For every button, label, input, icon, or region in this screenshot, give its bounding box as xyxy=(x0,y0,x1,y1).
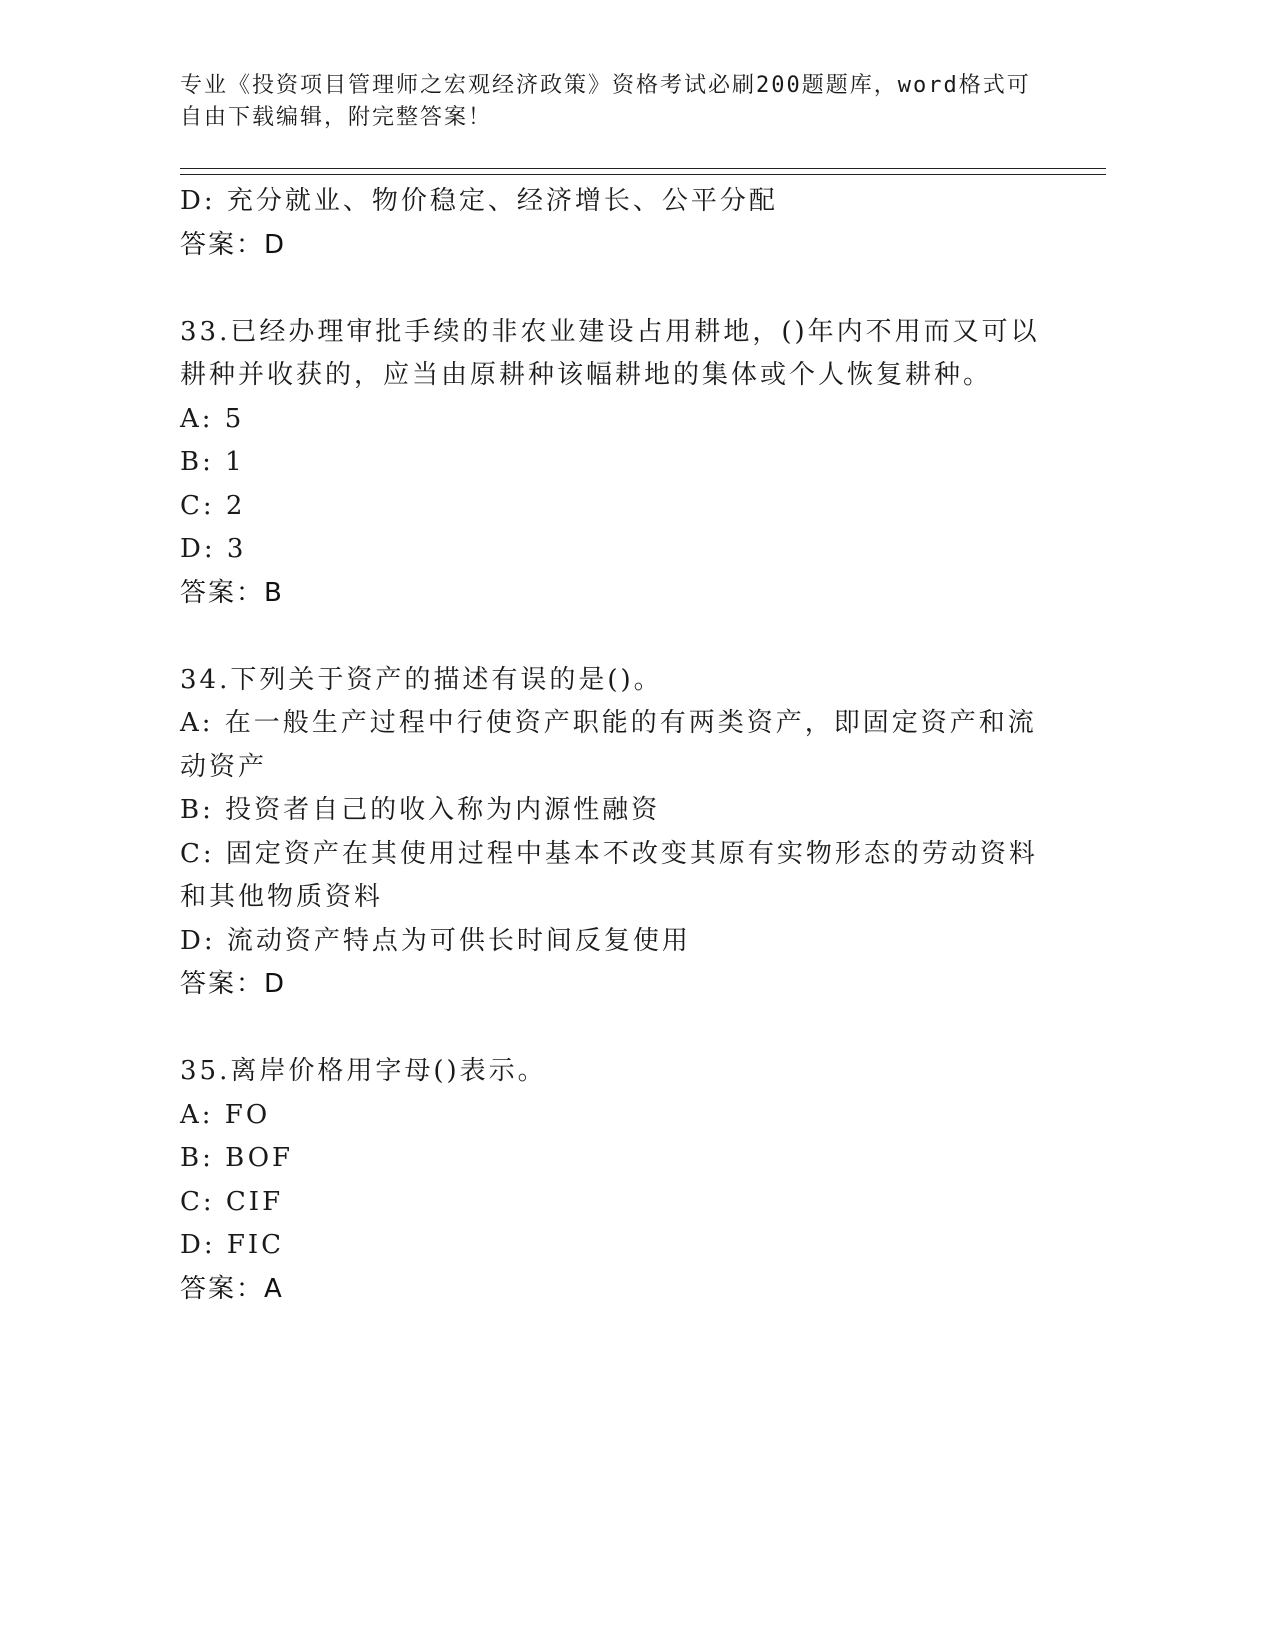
option-c: C: CIF xyxy=(180,1186,284,1217)
answer-line: 答案：A xyxy=(180,1273,284,1304)
question-text: 34.下列关于资产的描述有误的是()。 xyxy=(180,664,663,695)
question-list xyxy=(180,180,1040,1311)
spacer xyxy=(180,615,1040,659)
option-a: A: 在一般生产过程中行使资产职能的有两类资产，即固定资产和流动资产 xyxy=(180,708,1037,782)
prev-question-option-d: D: 充分就业、物价稳定、经济增长、公平分配 xyxy=(180,186,778,216)
header-divider-double xyxy=(180,174,1106,175)
question-block-35 xyxy=(180,1050,1040,1311)
document-header: 专业《投资项目管理师之宏观经济政策》资格考试必刷200题题库，word格式可自由下载编辑，附完整答案！ xyxy=(180,73,1031,130)
spacer xyxy=(180,1007,1040,1051)
option-c: C: 固定资产在其使用过程中基本不改变其原有实物形态的劳动资料和其他物质资料 xyxy=(180,838,1038,912)
option-a: A: FO xyxy=(180,1099,271,1130)
question-block-33 xyxy=(180,311,1040,616)
option-b: B: 1 xyxy=(180,447,245,477)
option-a: A: 5 xyxy=(180,403,245,434)
question-text: 35.离岸价格用字母()表示。 xyxy=(180,1056,547,1086)
header-divider xyxy=(180,168,1106,169)
option-d: D: 流动资产特点为可供长时间反复使用 xyxy=(180,925,691,956)
option-b: B: BOF xyxy=(180,1143,294,1173)
spacer xyxy=(180,267,1040,311)
option-d: D: FIC xyxy=(180,1230,285,1260)
question-text: 33.已经办理审批手续的非农业建设占用耕地，()年内不用而又可以耕种并收获的，应当由原耕种该幅耕地的集体或个人恢复耕种。 xyxy=(180,316,1040,390)
option-d: D: 3 xyxy=(180,534,247,564)
option-c: C: 2 xyxy=(180,490,246,521)
question-block-34 xyxy=(180,659,1040,1007)
answer-line: 答案：D xyxy=(180,969,287,999)
option-b: B: 投资者自己的收入称为内源性融资 xyxy=(180,795,661,825)
prev-question-answer: 答案：D xyxy=(180,229,287,260)
answer-line: 答案：B xyxy=(180,577,284,608)
